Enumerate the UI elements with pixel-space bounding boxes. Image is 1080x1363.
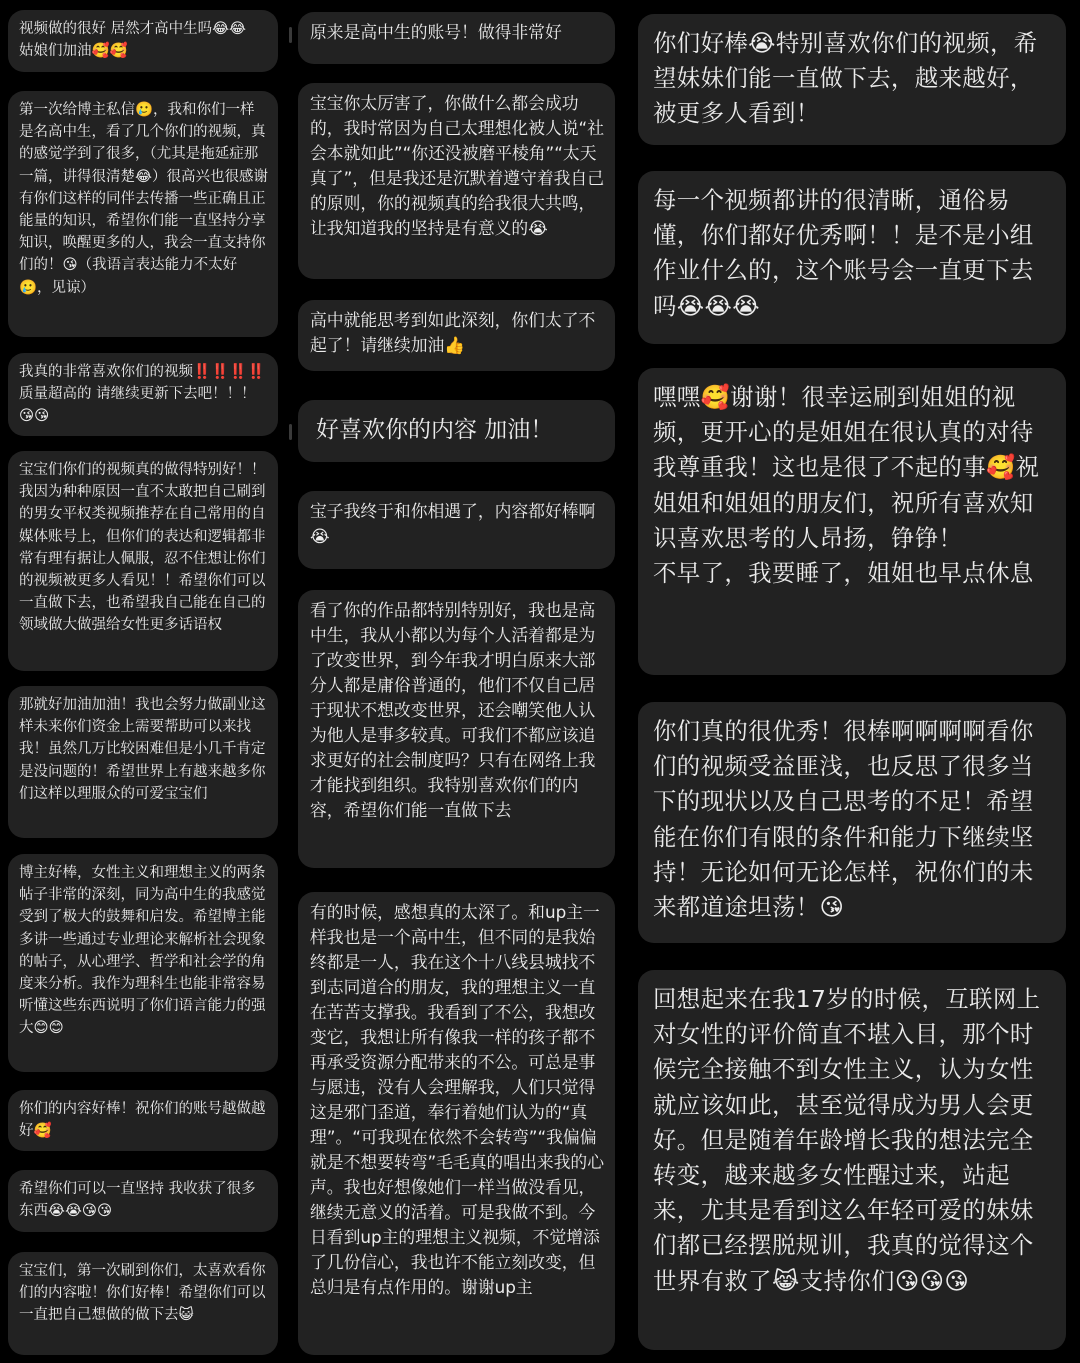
scroll-notch [289, 424, 292, 440]
comment-card[interactable]: 第一次给博主私信🥲，我和你们一样是名高中生，看了几个你们的视频，真的感觉学到了很多，（尤其是拖延症那一篇，讲得很清楚😂）很高兴也很感谢有你们这样的同伴去传播一些正确且正能量的知识，希望你们能一直坚持分享知识，唤醒更多的人，我会一直支持你们的！😘（我语言表达能力不太好🥲，见谅） [8, 91, 278, 337]
comment-card[interactable]: 视频做的很好 居然才高中生吗😂😂 姑娘们加油🥰🥰 [8, 10, 278, 72]
comment-card[interactable]: 那就好加油加油！我也会努力做副业这样未来你们资金上需要帮助可以来找我！虽然几万比较困难但是小几千肯定是没问题的！希望世界上有越来越多你们这样以理服众的可爱宝宝们 [8, 686, 278, 838]
comment-card[interactable]: 有的时候，感想真的太深了。和up主一样我也是一个高中生，但不同的是我始终都是一人，我在这个十八线县城找不到志同道合的朋友，我的理想主义一直在苦苦支撑我。我看到了不公，我想改变它，我想让所有像我一样的孩子都不再承受资源分配带来的不公。可总是事与愿违，没有人会理解我，人们只觉得这是邪门歪道，奉行着她们认为的“真理”。“可我现在依然不会转弯”“我偏偏就是不想要转弯”毛毛真的唱出来我的心声。我也好想像她们一样当做没看见，继续无意义的活着。可是我做不到。今日看到up主的理想主义视频，不觉增添了几份信心，我也许不能立刻改变，但总归是有点作用的。谢谢up主 [298, 892, 615, 1355]
comment-card[interactable]: 原来是高中生的账号！做得非常好 [298, 12, 615, 64]
comment-card[interactable]: 你们的内容好棒！祝你们的账号越做越好🥰 [8, 1090, 278, 1151]
comment-card[interactable]: 你们好棒😭特别喜欢你们的视频，希望妹妹们能一直做下去，越来越好，被更多人看到！ [638, 14, 1066, 145]
comment-card[interactable]: 宝子我终于和你相遇了，内容都好棒啊😭 [298, 491, 615, 569]
comment-card[interactable]: 希望你们可以一直坚持 我收获了很多东西😭😭😘😘 [8, 1170, 278, 1232]
comment-card[interactable]: 宝宝们你们的视频真的做得特别好！！我因为种种原因一直不太敢把自己刷到的男女平权类视频推荐在自己常用的自媒体账号上，但你们的表达和逻辑都非常有理有据让人佩服，忍不住想让你们的视频被更多人看见！！希望你们可以一直做下去，也希望我自己能在自己的领域做大做强给女性更多话语权 [8, 451, 278, 671]
comment-card[interactable]: 嘿嘿🥰谢谢！很幸运刷到姐姐的视频，更开心的是姐姐在很认真的对待我尊重我！这也是很了不起的事🥰祝姐姐和姐姐的朋友们，祝所有喜欢知识喜欢思考的人昂扬，铮铮！ 不早了，我要睡了，姐姐也早点休息 [638, 368, 1066, 675]
comment-card[interactable]: 高中就能思考到如此深刻，你们太了不起了！请继续加油👍 [298, 300, 615, 371]
comment-card[interactable]: 看了你的作品都特别特别好，我也是高中生，我从小都以为每个人活着都是为了改变世界，到今年我才明白原来大部分人都是庸俗普通的，他们不仅自己居于现状不想改变世界，还会嘲笑他人认为他人是事多较真。可我们不都应该追求更好的社会制度吗？只有在网络上我才能找到组织。我特别喜欢你们的内容，希望你们能一直做下去 [298, 590, 615, 868]
comment-card[interactable]: 每一个视频都讲的很清晰，通俗易懂，你们都好优秀啊！！是不是小组作业什么的，这个账号会一直更下去吗😭😭😭 [638, 171, 1066, 344]
scroll-notch [289, 27, 292, 43]
comment-card[interactable]: 宝宝你太厉害了，你做什么都会成功的，我时常因为自己太理想化被人说“社会本就如此”“你还没被磨平棱角”“太天真了”，但是我还是沉默着遵守着我自己的原则，你的视频真的给我很大共鸣，让我知道我的坚持是有意义的😭 [298, 83, 615, 279]
comment-card[interactable]: 回想起来在我17岁的时候，互联网上对女性的评价简直不堪入目，那个时候完全接触不到女性主义，认为女性就应该如此，甚至觉得成为男人会更好。但是随着年龄增长我的想法完全转变，越来越多女性醒过来，站起来，尤其是看到这么年轻可爱的妹妹们都已经摆脱规训，我真的觉得这个世界有救了😹支持你们😘😘😘 [638, 970, 1066, 1350]
comment-card[interactable]: 宝宝们，第一次刷到你们，太喜欢看你们的内容啦！你们好棒！希望你们可以一直把自己想做的做下去😺 [8, 1252, 278, 1355]
comment-card[interactable]: 好喜欢你的内容 加油！ [298, 400, 615, 462]
comment-card[interactable]: 博主好棒，女性主义和理想主义的两条帖子非常的深刻，同为高中生的我感觉受到了极大的鼓舞和启发。希望博主能多讲一些通过专业理论来解析社会现象的帖子，从心理学、哲学和社会学的角度来分析。我作为理科生也能非常容易听懂这些东西说明了你们语言能力的强大😊😊 [8, 854, 278, 1072]
comment-card[interactable]: 我真的非常喜欢你们的视频‼️‼️‼️‼️质量超高的 请继续更新下去吧！！！😘😘 [8, 353, 278, 436]
comment-card[interactable]: 你们真的很优秀！很棒啊啊啊啊看你们的视频受益匪浅，也反思了很多当下的现状以及自己思考的不足！希望能在你们有限的条件和能力下继续坚持！无论如何无论怎样，祝你们的未来都道途坦荡！😘 [638, 702, 1066, 943]
